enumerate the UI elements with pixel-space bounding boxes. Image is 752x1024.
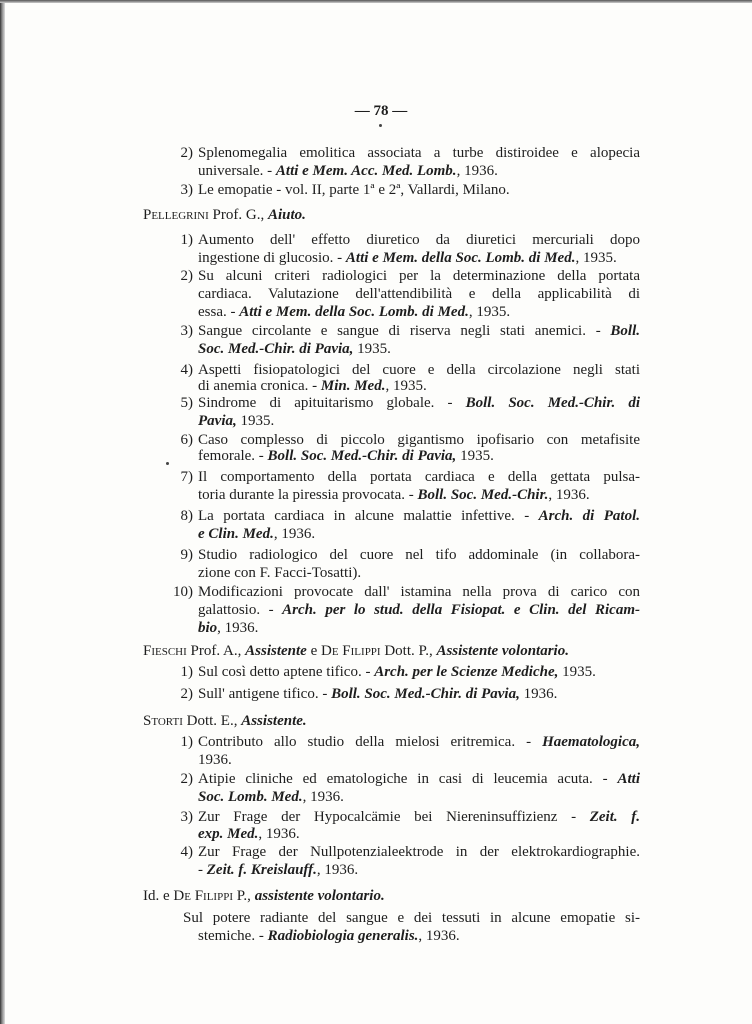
text-segment: Dott. E.,	[182, 713, 242, 729]
citation-line	[198, 447, 494, 465]
text-segment: , 1936.	[273, 526, 316, 542]
journal-title: Soc. Med.-Chir. di Pavia,	[198, 341, 354, 357]
ink-speck	[166, 462, 169, 465]
entry-number: 10)	[173, 584, 193, 600]
citation-line	[198, 144, 640, 162]
journal-title: Assistente.	[241, 713, 307, 729]
text-segment: Aspetti fisiopatologici del cuore e della circolazione negli stati	[198, 362, 640, 378]
entry-number: 3)	[180, 323, 193, 339]
author-heading	[143, 887, 385, 905]
citation-line	[198, 525, 315, 543]
author-heading	[143, 206, 306, 224]
citation-line	[198, 751, 232, 769]
citation-line	[198, 546, 640, 564]
journal-title: Radiobiologia generalis.	[267, 928, 419, 944]
journal-title: Arch. di Patol.	[538, 508, 640, 524]
citation-line	[198, 663, 596, 681]
journal-title: Assistente	[245, 643, 307, 659]
text-segment: 1935.	[456, 448, 494, 464]
text-segment: Sull' antigene tifico. -	[198, 686, 332, 702]
text-segment: 1936.	[519, 686, 558, 702]
journal-title: Boll. Soc. Med.-Chir.	[417, 487, 549, 503]
entry-number: 9)	[180, 547, 193, 563]
citation-line	[198, 468, 640, 486]
citation-line	[198, 394, 640, 412]
journal-title: Boll.	[610, 323, 640, 339]
journal-title: assistente volontario.	[254, 888, 385, 904]
page-number: — 78 —	[354, 103, 408, 119]
text-segment: La portata cardiaca in alcune malattie infettive. -	[198, 508, 539, 524]
entry-number: 1)	[180, 734, 193, 750]
text-segment: Prof. A.,	[186, 643, 246, 659]
text-segment: , 1936.	[217, 620, 259, 636]
text-segment: Aumento dell' effetto diuretico da diuretici mercuriali dopo	[198, 232, 640, 248]
journal-title: Arch. per lo stud. della Fisiopat. e Clin. del Ricam-	[282, 602, 640, 618]
citation-line	[198, 181, 510, 199]
entry-number: 2)	[180, 268, 193, 284]
journal-title: e Clin. Med.	[198, 526, 274, 542]
journal-title: Assistente volontario.	[436, 643, 569, 659]
text-segment: essa. -	[198, 304, 240, 320]
entry-number: 1)	[180, 232, 193, 248]
journal-title: Pavia,	[198, 413, 237, 429]
text-segment: -	[198, 862, 207, 878]
citation-line	[198, 564, 361, 582]
citation-line	[198, 303, 510, 321]
citation-line	[198, 861, 358, 879]
scan-edge-top	[0, 0, 752, 3]
journal-title: Atti e Mem. della Soc. Lomb. di Med.	[239, 304, 469, 320]
journal-title: Haematologica,	[542, 734, 640, 750]
journal-title: Zeit. f. Kreislauff.	[206, 862, 317, 878]
entry-number: 5)	[180, 395, 193, 411]
citation-line	[198, 231, 640, 249]
author-name: Storti	[143, 713, 183, 729]
citation-line	[198, 601, 640, 619]
journal-title: Min. Med.	[320, 378, 386, 394]
text-segment: , 1936.	[302, 789, 344, 805]
citation-line	[183, 909, 640, 927]
citation-line	[198, 412, 274, 430]
journal-title: Zeit. f.	[589, 809, 641, 825]
citation-line	[198, 788, 344, 806]
journal-title: Atti	[617, 771, 640, 787]
entry-number: 6)	[180, 432, 193, 448]
text-segment: Modificazioni provocate dall' istamina nella prova di carico con	[198, 584, 640, 600]
author-name: De Filippi	[321, 643, 381, 659]
citation-line	[198, 340, 391, 358]
journal-title: Boll. Soc. Med.-Chir. di Pavia,	[331, 686, 520, 702]
citation-line	[198, 249, 617, 267]
journal-title: exp. Med.	[198, 826, 259, 842]
text-segment: di anemia cronica. -	[198, 378, 321, 394]
journal-title: Atti e Mem. Acc. Med. Lomb.	[275, 163, 457, 179]
entry-number: 4)	[180, 362, 193, 378]
citation-line	[198, 583, 640, 601]
text-segment: Sul potere radiante del sangue e dei tessuti in alcune emopatie si-	[183, 910, 640, 926]
text-segment: universale. -	[198, 163, 276, 179]
entry-number: 4)	[180, 844, 193, 860]
entry-number: 2)	[180, 686, 193, 702]
entry-number: 3)	[180, 809, 193, 825]
entry-number: 7)	[180, 469, 193, 485]
text-segment: galattosio. -	[198, 602, 283, 618]
text-segment: Zur Frage der Nullpotenzialeektrode in der elektrokardiographie.	[198, 844, 640, 860]
citation-line	[198, 486, 590, 504]
journal-title: Aiuto.	[267, 207, 306, 223]
text-segment: 1935.	[236, 413, 275, 429]
author-name: Pellegrini	[143, 207, 209, 223]
text-segment: Id. e	[143, 888, 174, 904]
journal-title: bio	[198, 620, 218, 636]
text-segment: Splenomegalia emolitica associata a turbe distiroidee e alopecia	[198, 145, 640, 161]
text-segment: Il comportamento della portata cardiaca e della gettata pulsa-	[198, 469, 640, 485]
citation-line	[198, 770, 640, 788]
author-heading	[143, 642, 569, 660]
entry-number: 1)	[180, 664, 193, 680]
text-segment: , 1936.	[548, 487, 590, 503]
text-segment: toria durante la piressia provocata. -	[198, 487, 418, 503]
citation-line	[198, 808, 640, 826]
journal-title: Boll. Soc. Med.-Chir. di	[465, 395, 640, 411]
ink-speck	[379, 124, 382, 127]
journal-title: Atti e Mem. della Soc. Lomb. di Med.	[345, 250, 576, 266]
author-name: Fieschi	[143, 643, 187, 659]
text-segment: Zur Frage der Hypocalcämie bei Niereninsuffizienz -	[198, 809, 590, 825]
citation-line	[198, 285, 640, 303]
citation-line	[198, 377, 427, 395]
text-segment: Contributo allo studio della mielosi eritremica. -	[198, 734, 543, 750]
entry-number: 8)	[180, 508, 193, 524]
text-segment: Su alcuni criteri radiologici per la determinazione della portata	[198, 268, 640, 284]
text-segment: Caso complesso di piccolo gigantismo ipofisario con metafisite	[198, 432, 640, 448]
text-segment: Sindrome di apituitarismo globale. -	[198, 395, 466, 411]
citation-line	[198, 619, 258, 637]
citation-line	[198, 507, 640, 525]
text-segment: e	[306, 643, 321, 659]
text-segment: 1935.	[353, 341, 391, 357]
journal-title: Soc. Lomb. Med.	[198, 789, 303, 805]
author-heading	[143, 712, 307, 730]
text-segment: Le emopatie - vol. II, parte 1ª e 2ª, Vallardi, Milano.	[198, 182, 510, 198]
text-segment: Sul così detto aptene tifico. -	[198, 664, 375, 680]
citation-line	[198, 267, 640, 285]
journal-title: Arch. per le Scienze Mediche,	[374, 664, 559, 680]
citation-line	[198, 685, 557, 703]
text-segment: , 1935.	[468, 304, 511, 320]
citation-line	[198, 322, 640, 340]
citation-line	[198, 843, 640, 861]
text-segment: , 1936.	[456, 163, 498, 179]
author-name: De Filippi	[173, 888, 233, 904]
citation-line	[198, 162, 498, 180]
entry-number: 2)	[180, 771, 193, 787]
text-segment: Prof. G.,	[208, 207, 268, 223]
journal-title: Boll. Soc. Med.-Chir. di Pavia,	[267, 448, 457, 464]
text-segment: stemiche. -	[198, 928, 268, 944]
citation-line	[198, 825, 300, 843]
text-segment: Dott. P.,	[380, 643, 437, 659]
text-segment: femorale. -	[198, 448, 268, 464]
citation-line	[198, 733, 640, 751]
text-segment: ingestione di glucosio. -	[198, 250, 346, 266]
text-segment: Studio radiologico del cuore nel tifo addominale (in collabora-	[198, 547, 640, 563]
text-segment: Atipie cliniche ed ematologiche in casi di leucemia acuta. -	[198, 771, 618, 787]
text-segment: , 1936.	[258, 826, 300, 842]
text-segment: , 1936.	[418, 928, 460, 944]
text-segment: P.,	[233, 888, 255, 904]
text-segment: 1936.	[198, 752, 232, 768]
entry-number: 3)	[180, 182, 193, 198]
citation-line	[198, 927, 460, 945]
text-segment: cardiaca. Valutazione dell'attendibilità e della applicabilità di	[198, 286, 640, 302]
text-segment: , 1936.	[316, 862, 359, 878]
text-segment: , 1935.	[385, 378, 427, 394]
scan-edge-left	[0, 0, 5, 1024]
text-segment: zione con F. Facci-Tosatti).	[198, 565, 362, 581]
text-segment: , 1935.	[575, 250, 617, 266]
text-segment: Sangue circolante e sangue di riserva negli stati anemici. -	[198, 323, 611, 339]
text-segment: 1935.	[558, 664, 596, 680]
entry-number: 2)	[180, 145, 193, 161]
